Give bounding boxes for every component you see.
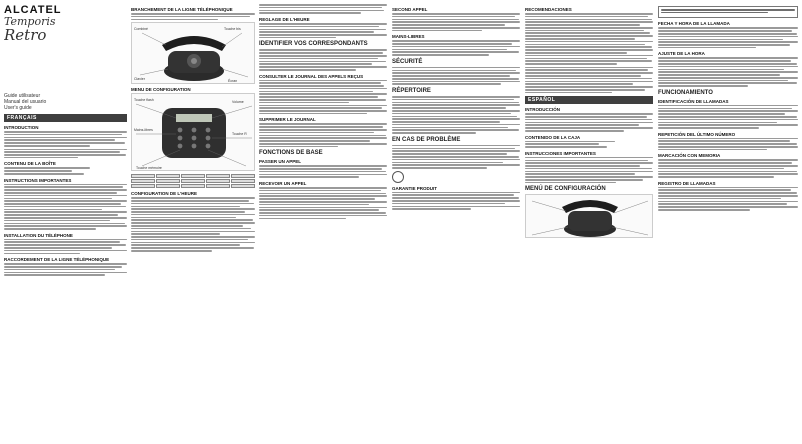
- lang-bar-french: FRANÇAIS: [4, 114, 127, 122]
- guide-title-es: Manual del usuario: [4, 99, 47, 105]
- section-heading: IDENTIFICACIÓN DE LLAMADAS: [658, 98, 729, 104]
- brand-name: ALCATEL: [4, 4, 62, 16]
- section-heading: RECEVOIR UN APPEL: [259, 181, 307, 187]
- text-block: [259, 165, 387, 178]
- text-block: [392, 40, 520, 56]
- text-block: [259, 23, 387, 39]
- section-heading-large: FONCTIONS DE BASE: [259, 150, 323, 157]
- text-block: [661, 9, 795, 13]
- text-block: [525, 113, 653, 131]
- section-heading: GARANTIE PRODUIT: [392, 185, 437, 191]
- section-heading: CONTENU DE LA BOÎTE: [4, 161, 56, 167]
- column-diagrams: [131, 4, 255, 440]
- diagram-label: Touche mémoire: [136, 166, 162, 171]
- text-block: [259, 80, 387, 115]
- menu-grid: [131, 174, 255, 188]
- section-heading: INSTALLATION DU TÉLÉPHONE: [4, 232, 73, 238]
- phone-diagram-top: [131, 22, 255, 84]
- brand-series: Temporis: [4, 15, 56, 28]
- section-heading: RACCORDEMENT DE LA LIGNE TÉLÉPHONIQUE: [4, 257, 110, 263]
- section-heading: REPETICIÓN DEL ÚLTIMO NÚMERO: [658, 131, 736, 137]
- text-block: [392, 13, 520, 31]
- brand-model: Retro: [4, 26, 47, 44]
- column-4: [392, 4, 520, 440]
- lang-bar-spanish: ESPAÑOL: [525, 96, 653, 104]
- note-box: [658, 6, 798, 18]
- text-block: [259, 187, 387, 219]
- text-block: [4, 131, 127, 147]
- text-block: [392, 96, 520, 134]
- column-3: [259, 4, 387, 440]
- guide-title-block: [4, 93, 127, 111]
- section-heading: MAINS-LIBRES: [392, 34, 425, 40]
- section-heading: SECOND APPEL: [392, 7, 428, 12]
- section-heading: MENU DE CONFIGURATION: [131, 87, 191, 93]
- section-heading: FECHA Y HORA DE LA LLAMADA: [658, 21, 730, 27]
- text-block: [4, 149, 127, 159]
- section-heading: INTRODUCCIÓN: [525, 107, 560, 113]
- phone-illustration: [132, 23, 255, 85]
- text-block: [392, 145, 520, 169]
- text-block: [525, 13, 653, 65]
- text-block: [4, 167, 127, 174]
- section-heading: SUPPRIMER LE JOURNAL: [259, 117, 316, 123]
- section-heading-large: MENÚ DE CONFIGURACIÓN: [525, 186, 606, 193]
- guide-title-fr: Guide utilisateur: [4, 93, 41, 99]
- section-heading: CONSULTER LE JOURNAL DES APPELS REÇUS: [259, 73, 364, 79]
- diagram-label: Touche R: [232, 132, 247, 137]
- text-block: [658, 105, 798, 129]
- diagram-label: Volume: [232, 100, 244, 105]
- diagram-label: Clavier: [134, 77, 145, 82]
- section-heading: REGISTRO DE LLAMADAS: [658, 180, 716, 186]
- section-heading: AJUSTE DE LA HORA: [658, 51, 705, 57]
- section-heading-large: IDENTIFIER VOS CORRESPONDANTS: [259, 41, 368, 48]
- section-heading: MARCACIÓN CON MEMORIA: [658, 153, 721, 159]
- text-block: [525, 67, 653, 94]
- text-block: [131, 13, 255, 20]
- phone-diagram-keys: [131, 93, 255, 171]
- column-6: [658, 4, 798, 440]
- text-block: [392, 67, 520, 85]
- text-block: [525, 141, 653, 148]
- section-heading: REGLAGE DE L'HEURE: [259, 16, 310, 22]
- text-block: [658, 138, 798, 151]
- section-heading-large: SÉCURITÉ: [392, 58, 423, 65]
- section-heading: INSTRUCCIONES IMPORTANTES: [525, 150, 596, 156]
- text-block: [658, 159, 798, 177]
- text-block: [392, 192, 520, 210]
- diagram-label: Touche flash: [134, 98, 154, 103]
- column-5: [525, 4, 653, 440]
- section-heading: CONTENIDO DE LA CAJA: [525, 134, 581, 140]
- phone-illustration-es: [526, 195, 653, 239]
- guide-title-en: User's guide: [4, 105, 32, 111]
- diagram-label: Mains-libres: [134, 128, 153, 133]
- text-block: [658, 27, 798, 48]
- section-heading-large: EN CAS DE PROBLÈME: [392, 136, 461, 143]
- text-block: [259, 4, 387, 14]
- diagram-label: Touche bis: [224, 27, 241, 32]
- diagram-label: Écran: [228, 79, 238, 84]
- section-heading: CONFIGURATION DE L'HEURE: [131, 191, 197, 197]
- text-block: [131, 197, 255, 251]
- section-heading-large: FUNCIONAMIENTO: [658, 89, 713, 96]
- section-heading: RECOMENDACIONES: [525, 7, 572, 12]
- phone-diagram-es: [525, 194, 653, 238]
- text-block: [259, 123, 387, 147]
- section-heading: INTRODUCTION: [4, 125, 39, 130]
- text-block: [4, 184, 127, 230]
- column-cover: [4, 4, 127, 440]
- text-block: [259, 49, 387, 70]
- diagram-label: Combiné: [134, 27, 149, 32]
- recycle-bin-icon: [392, 171, 404, 183]
- text-block: [4, 263, 127, 276]
- text-block: [658, 187, 798, 211]
- section-heading: INSTRUCTIONS IMPORTANTES: [4, 177, 72, 183]
- text-block: [4, 239, 127, 255]
- text-block: [525, 157, 653, 184]
- text-block: [658, 57, 798, 86]
- section-heading: PASSER UN APPEL: [259, 159, 302, 165]
- section-heading-large: RÉPERTOIRE: [392, 88, 431, 95]
- section-heading: BRANCHEMENT DE LA LIGNE TÉLÉPHONIQUE: [131, 7, 233, 12]
